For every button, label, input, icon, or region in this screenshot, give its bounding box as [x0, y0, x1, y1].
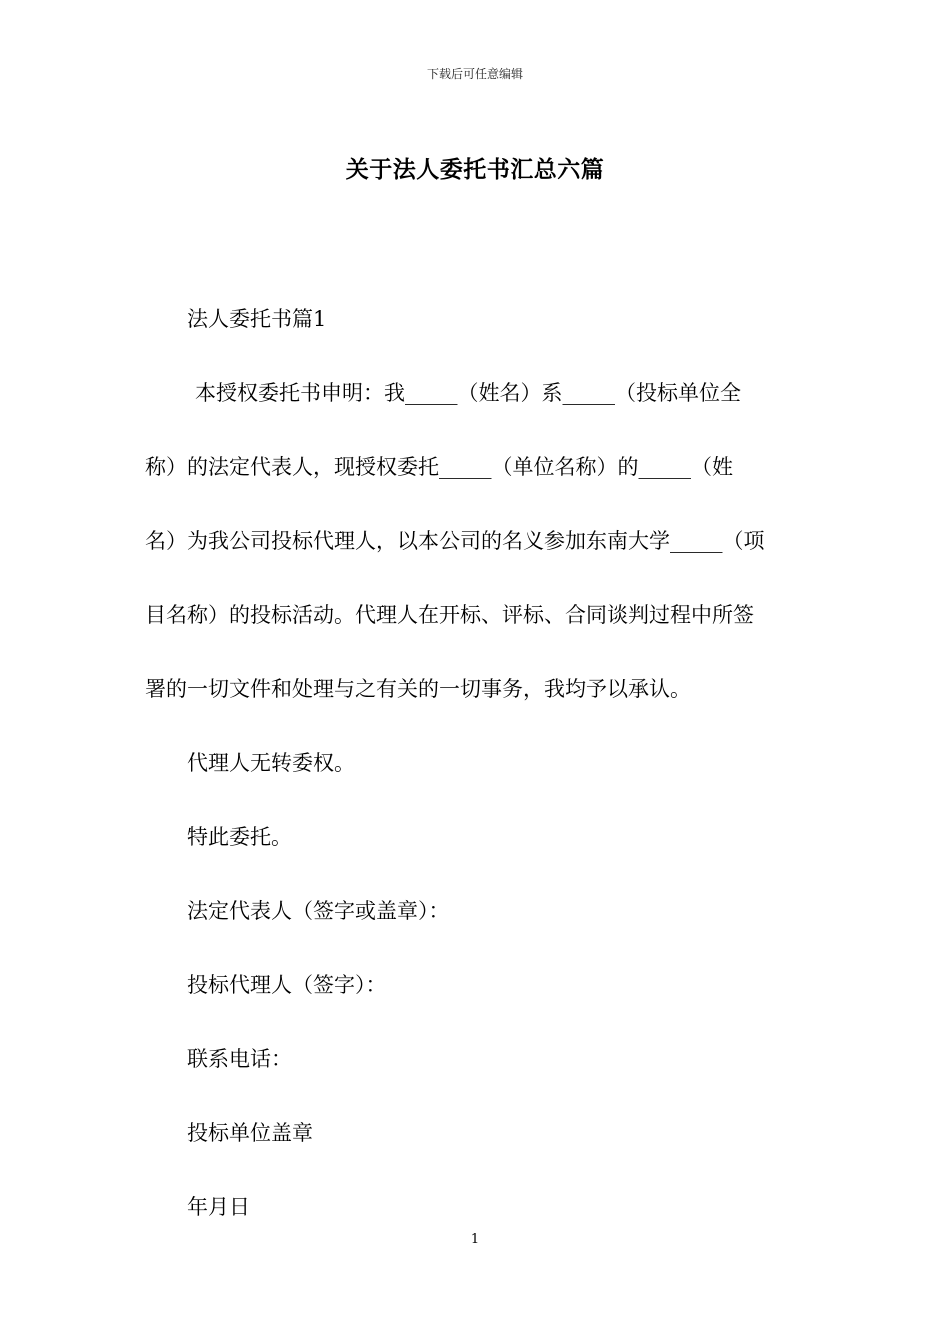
document-title: 关于法人委托书汇总六篇	[345, 156, 605, 183]
page-number: 1	[470, 1232, 480, 1247]
document-body	[145, 282, 807, 1244]
contact-phone: 联系电话：	[187, 1047, 292, 1071]
page-header: 下载后可任意编辑	[426, 67, 523, 81]
statement-line-1: 本授权委托书申明：我_____（姓名）系_____（投标单位全	[195, 381, 741, 405]
legal-representative-signature: 法定代表人（签字或盖章）：	[187, 899, 450, 923]
agent-signature: 投标代理人（签字）：	[187, 973, 387, 997]
authorization-statement	[145, 356, 807, 726]
bidder-seal: 投标单位盖章	[187, 1121, 313, 1145]
no-transfer-paragraph: 代理人无转委权。	[187, 751, 355, 775]
statement-line-4: 目名称）的投标活动。代理人在开标、评标、合同谈判过程中所签	[145, 603, 754, 627]
statement-line-2: 称）的法定代表人，现授权委托_____（单位名称）的_____（姓	[145, 455, 733, 479]
statement-line-5: 署的一切文件和处理与之有关的一切事务，我均予以承认。	[145, 677, 691, 701]
date-line: 年月日	[187, 1195, 250, 1219]
section-heading: 法人委托书篇1	[187, 307, 327, 331]
hereby-paragraph: 特此委托。	[187, 825, 292, 849]
statement-line-3: 名）为我公司投标代理人，以本公司的名义参加东南大学_____（项	[145, 529, 765, 553]
